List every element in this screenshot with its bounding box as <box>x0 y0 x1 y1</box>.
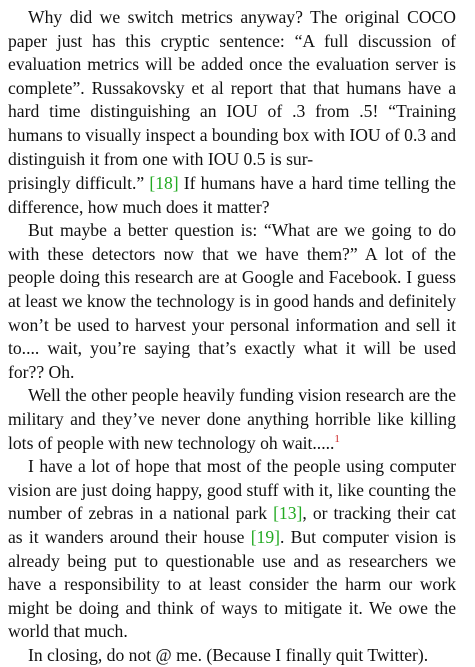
paragraph-text: I have a lot of hope that most of the people using computer vision are just doing happy, good stuff with it, like counting the number of zebras in a national park <box>8 456 456 524</box>
paragraph-military <box>8 384 456 455</box>
citation-link[interactable]: [19] <box>250 526 280 547</box>
text-block-top <box>8 6 456 171</box>
citation-link[interactable]: [18] <box>149 173 179 193</box>
paragraph-text: Well the other people heavily funding vision research are the military and they’ve never done anything horrible like killing lots of people with new technology oh wait..... <box>8 385 457 453</box>
paragraph-text: , or tracking their cat as it wanders around their house <box>8 503 456 547</box>
paragraph-text: If humans have a hard time telling the difference, how much does it matter? <box>8 173 456 217</box>
paragraph-metrics-continued <box>8 172 456 219</box>
paragraph-metrics-question: Why did we switch metrics anyway? The original COCO paper just has this cryptic sentence: “A full discussion of evaluation metrics will be added once the evaluation server is complete”. Russakovsky et al report that that humans have a hard time distinguishing an IOU of .3 from .5! “Training humans to visually inspect a bounding box with IOU of 0.3 and distinguish it from one with IOU 0.5 is sur- <box>8 7 456 169</box>
paragraph-detectors-question: But maybe a better question is: “What are we going to do with these detectors now that we have them?” A lot of the people doing this research are at Google and Facebook. I guess at least we know the technology is in good hands and definitely won’t be used to harvest your personal information and sell it to.... wait, you’re saying that’s exactly what it will be used for?? Oh. <box>8 220 456 382</box>
text-block-bottom <box>8 172 456 667</box>
paragraph-hope <box>8 455 456 644</box>
footnote-marker[interactable]: 1 <box>334 432 340 445</box>
citation-link[interactable]: [13] <box>273 503 303 524</box>
paragraph-text: prisingly difficult.” <box>8 173 150 193</box>
paragraph-text: . But computer vision is already being put to questionable use and as researchers we have a responsibility to at least consider the harm our work might be doing and think of ways to mitigate it. We owe the world that much. <box>8 526 456 642</box>
paragraph-closing: In closing, do not @ me. (Because I finally quit Twitter). <box>28 644 429 665</box>
